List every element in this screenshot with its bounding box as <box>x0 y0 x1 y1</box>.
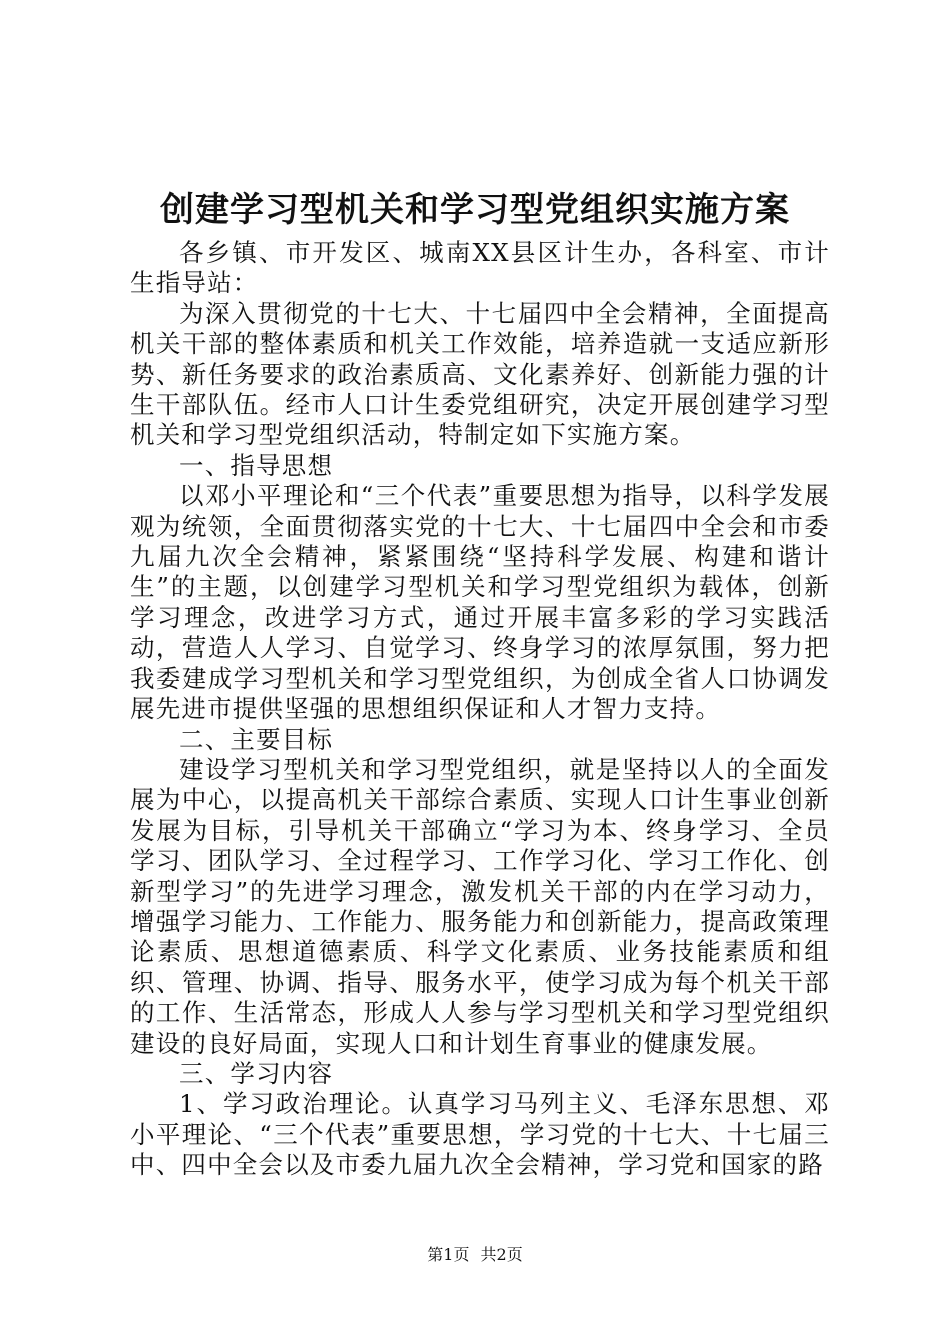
section-heading-guiding-ideology: 一、指导思想 <box>179 450 334 480</box>
section-heading-main-goals: 二、主要目标 <box>179 724 334 754</box>
section-paragraph-main-goals: 建设学习型机关和学习型党组织，就是坚持以人的全面发展为中心，以提高机关干部综合素质、实现人口计生事业创新发展为目标，引导机关干部确立“学习为本、终身学习、全员学习、团队学习、全过程学习、工作学习化、学习工作化、创新型学习”的先进学习理念，激发机关干部的内在学习动力，增强学习能力、工作能力、服务能力和创新能力，提高政策理论素质、思想道德素质、科学文化素质、业务技能素质和组织、管理、协调、指导、服务水平，使学习成为每个机关干部的工作、生活常态，形成人人参与学习型机关和学习型党组织建设的良好局面，实现人口和计划生育事业的健康发展。 <box>130 754 830 1058</box>
section-heading-study-content: 三、学习内容 <box>179 1058 334 1088</box>
document-title: 创建学习型机关和学习型党组织实施方案 <box>160 190 790 230</box>
section-paragraph-study-content: 1、学习政治理论。认真学习马列主义、毛泽东思想、邓小平理论、“三个代表”重要思想，学习党的十七大、十七届三中、四中全会以及市委九届九次全会精神，学习党和国家的路 <box>130 1089 830 1180</box>
page-total-label: 共2页 <box>480 1245 523 1264</box>
page-footer <box>0 1244 950 1266</box>
salutation-paragraph: 各乡镇、市开发区、城南XX县区计生办，各科室、市计生指导站： <box>130 238 830 298</box>
section-paragraph-guiding-ideology: 以邓小平理论和“三个代表”重要思想为指导，以科学发展观为统领，全面贯彻落实党的十七大、十七届四中全会和市委九届九次全会精神，紧紧围绕“坚持科学发展、构建和谐计生”的主题，以创建学习型机关和学习型党组织为载体，创新学习理念，改进学习方式，通过开展丰富多彩的学习实践活动，营造人人学习、自觉学习、终身学习的浓厚氛围，努力把我委建成学习型机关和学习型党组织，为创成全省人口协调发展先进市提供坚强的思想组织保证和人才智力支持。 <box>130 481 830 724</box>
page-number-label: 第1页 <box>427 1245 470 1264</box>
document-body <box>130 238 830 1181</box>
intro-paragraph: 为深入贯彻党的十七大、十七届四中全会精神，全面提高机关干部的整体素质和机关工作效能，培养造就一支适应新形势、新任务要求的政治素质高、文化素养好、创新能力强的计生干部队伍。经市人口计生委党组研究，决定开展创建学习型机关和学习型党组织活动，特制定如下实施方案。 <box>130 298 830 450</box>
